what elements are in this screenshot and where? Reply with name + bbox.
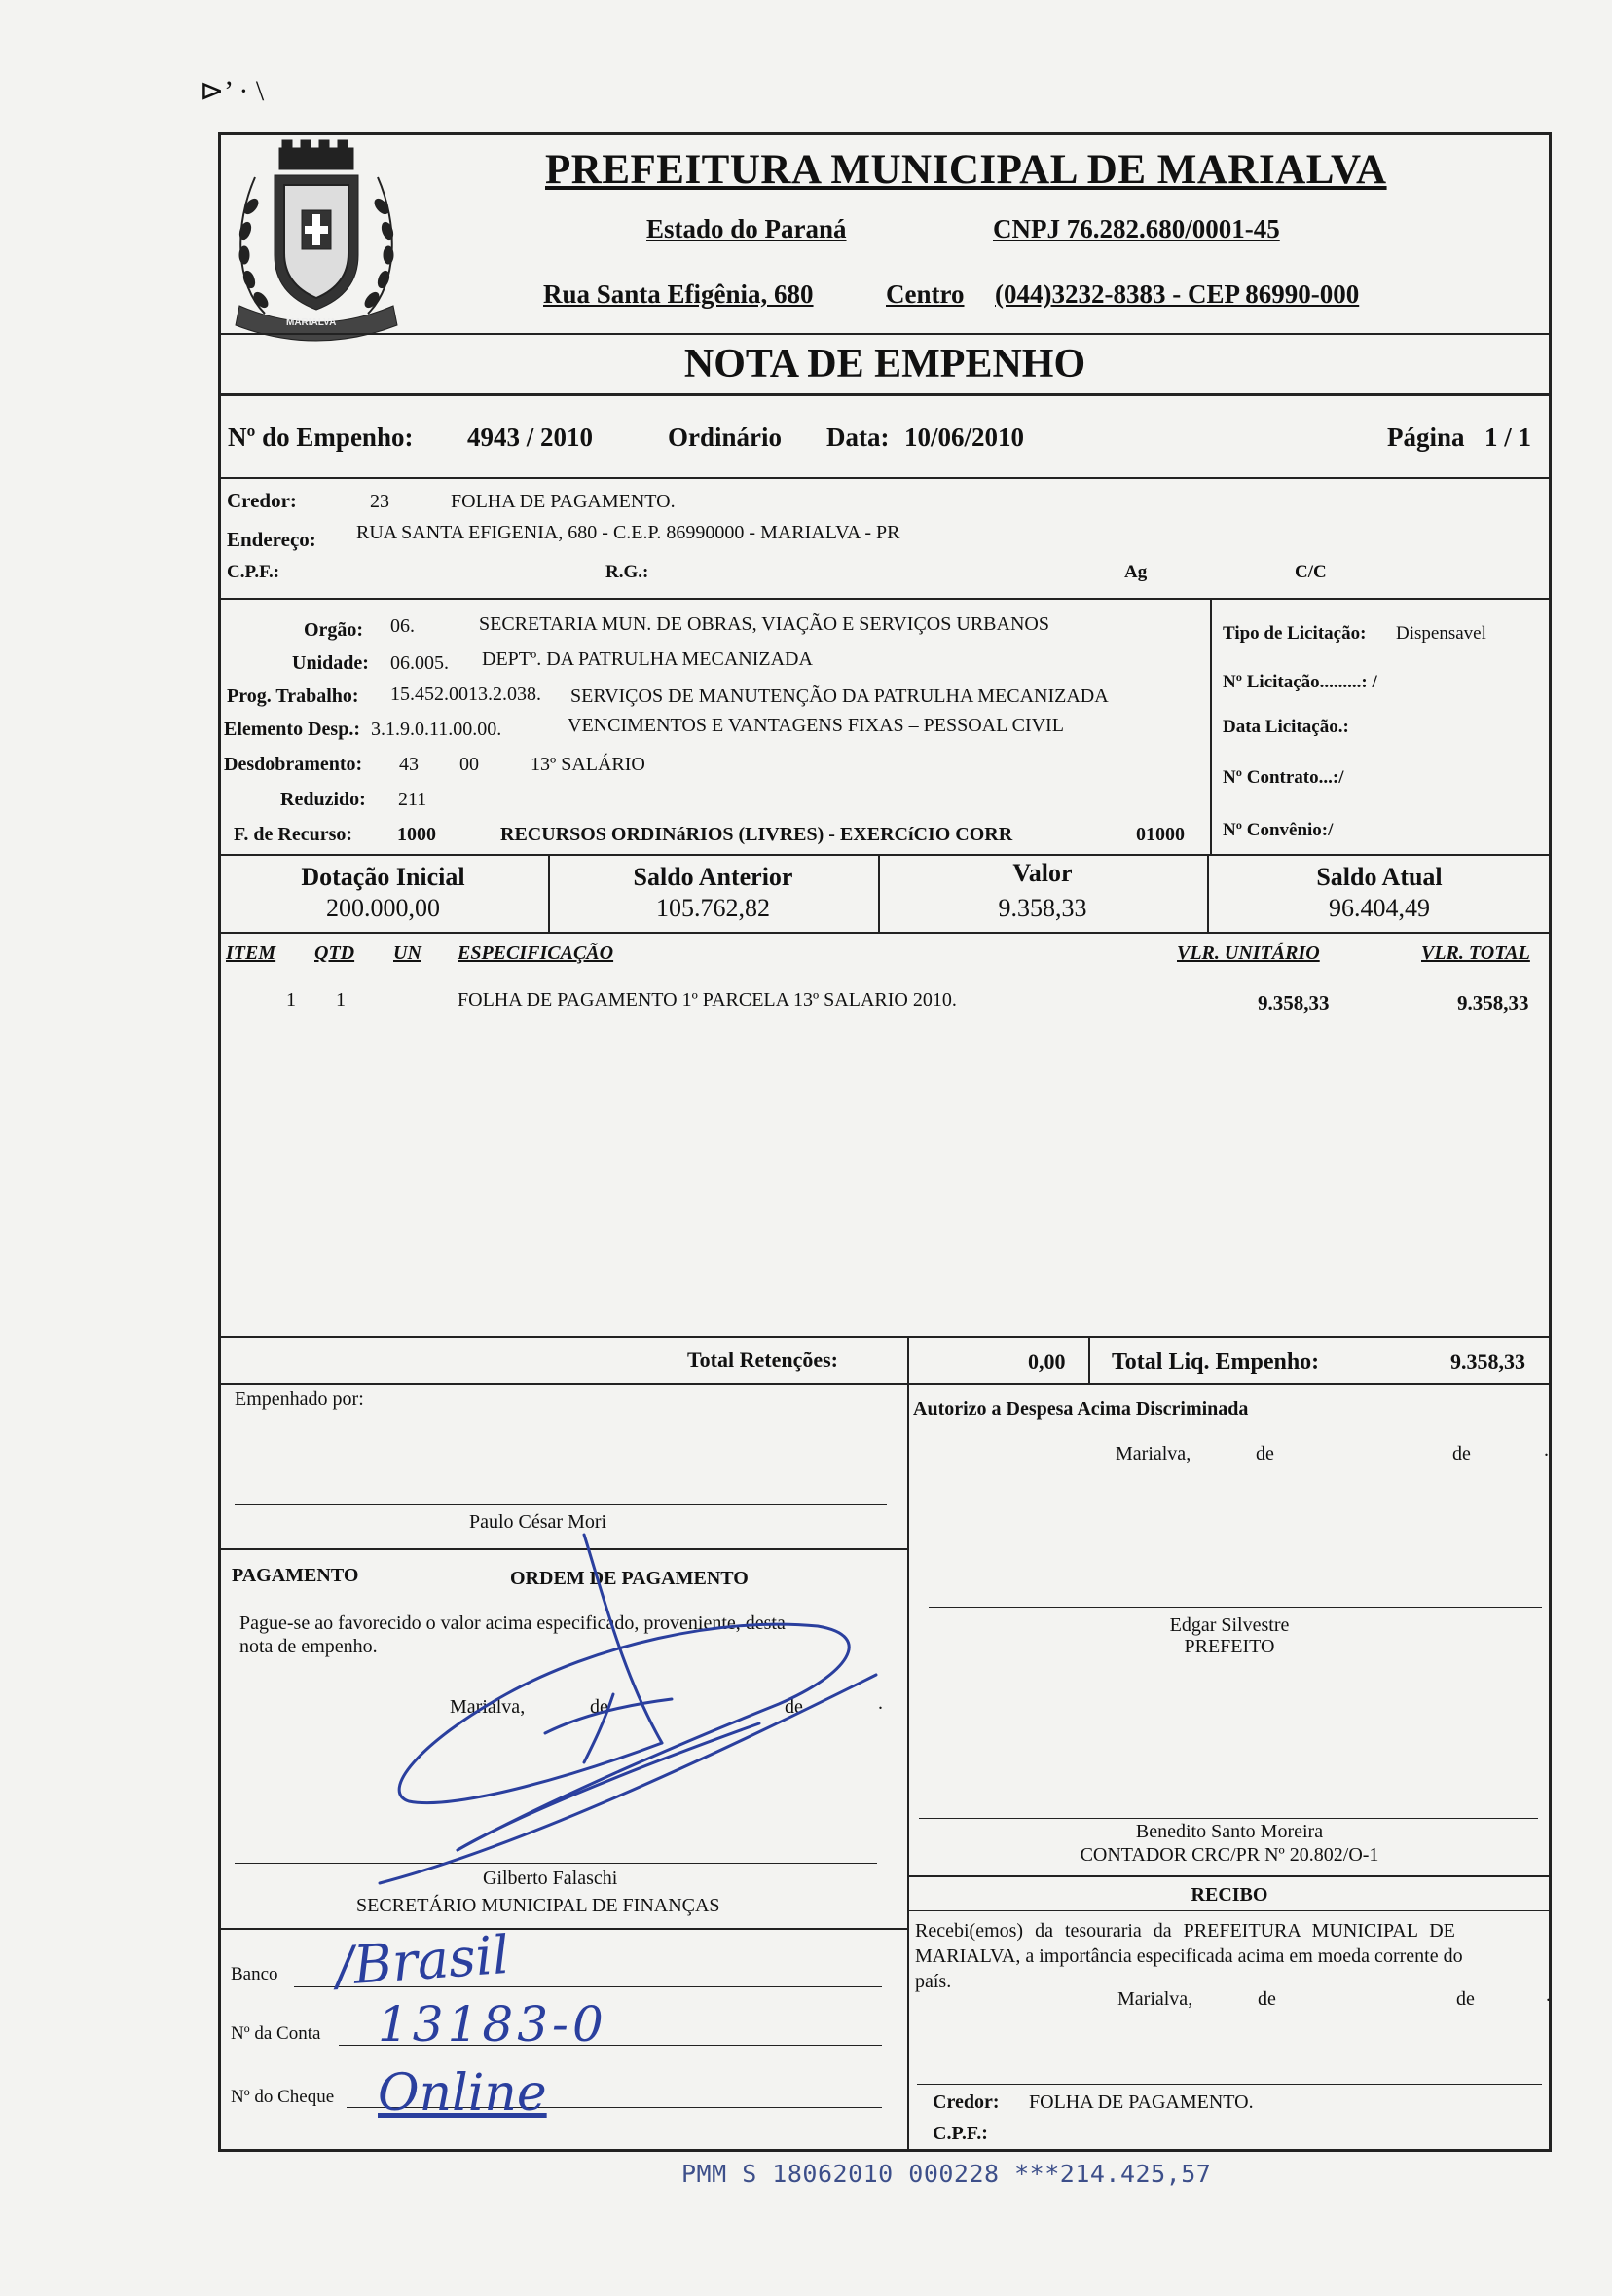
- signature-line: [917, 2084, 1542, 2085]
- row-item: 1: [286, 989, 296, 1011]
- credor-name: FOLHA DE PAGAMENTO.: [451, 491, 676, 512]
- cheque-handwritten: Online: [378, 2064, 547, 2123]
- document-title: NOTA DE EMPENHO: [683, 342, 1086, 387]
- divider: [218, 393, 1552, 396]
- unidade-label: Unidade:: [292, 652, 369, 674]
- recibo-cpf-label: C.P.F.:: [933, 2123, 988, 2144]
- saldo-atual-value: 96.404,49: [1329, 894, 1430, 922]
- prog-trabalho-description: SERVIÇOS DE MANUTENÇÃO DA PATRULHA MECANIZADA: [570, 685, 1109, 707]
- recurso-code: 1000: [397, 824, 436, 845]
- secretario-title: SECRETÁRIO MUNICIPAL DE FINANÇAS: [356, 1895, 720, 1916]
- municipality-title: PREFEITURA MUNICIPAL DE MARIALVA: [545, 147, 1387, 193]
- tipo-licitacao-value: Dispensavel: [1396, 623, 1486, 644]
- divider: [907, 1383, 909, 2152]
- state-name: Estado do Paraná: [646, 214, 847, 243]
- signature-line: [919, 1818, 1538, 1819]
- recibo-title: RECIBO: [1191, 1884, 1268, 1906]
- desdobramento-description: 13º SALÁRIO: [531, 754, 645, 775]
- recibo-credor-value: FOLHA DE PAGAMENTO.: [1029, 2092, 1254, 2113]
- col-item: ITEM: [226, 943, 276, 964]
- date-label: Data:: [826, 423, 890, 452]
- prog-trabalho-code: 15.452.0013.2.038.: [390, 684, 541, 705]
- empenho-type: Ordinário: [668, 423, 783, 452]
- col-qtd: QTD: [314, 943, 355, 964]
- elemento-code: 3.1.9.0.11.00.00.: [371, 719, 502, 740]
- ag-label: Ag: [1124, 562, 1148, 582]
- divider: [218, 854, 1552, 856]
- phone-cep: (044)3232-8383 - CEP 86990-000: [995, 279, 1360, 309]
- row-especificacao: FOLHA DE PAGAMENTO 1º PARCELA 13º SALARIO 2010.: [458, 989, 957, 1011]
- divider: [1210, 598, 1212, 855]
- cnpj: CNPJ 76.282.680/0001-45: [993, 214, 1280, 243]
- divider: [907, 1875, 1552, 1877]
- empenhado-por-label: Empenhado por:: [235, 1389, 364, 1410]
- orgao-code: 06.: [390, 615, 415, 637]
- reduzido-value: 211: [398, 789, 427, 810]
- total-liquido-label: Total Liq. Empenho:: [1112, 1350, 1320, 1375]
- recibo-credor-label: Credor:: [933, 2092, 1000, 2113]
- cheque-label: Nº do Cheque: [231, 2087, 335, 2107]
- divider: [907, 1910, 1552, 1911]
- col-vlr-unitario: VLR. UNITÁRIO: [1177, 943, 1320, 964]
- unidade-code: 06.005.: [390, 652, 449, 674]
- empenhado-por-name: Paulo César Mori: [469, 1511, 607, 1533]
- numero-contrato: Nº Contrato...:/: [1223, 767, 1344, 788]
- elemento-label: Elemento Desp.:: [224, 719, 360, 740]
- desdobramento-b: 00: [459, 754, 479, 775]
- divider: [218, 333, 1552, 335]
- desdobramento-label: Desdobramento:: [224, 754, 363, 775]
- pagamento-local: Marialva,: [450, 1696, 526, 1718]
- recibo-de-2: de: [1456, 1988, 1475, 2010]
- pague-text-line2: nota de empenho.: [239, 1636, 378, 1657]
- divider: [218, 1548, 907, 1550]
- credor-label: Credor:: [227, 489, 297, 512]
- autorizo-de-1: de: [1256, 1443, 1274, 1464]
- pagamento-dot: .: [878, 1692, 883, 1714]
- divider: [218, 932, 1552, 934]
- contador-title: CONTADOR CRC/PR Nº 20.802/O-1: [1080, 1844, 1379, 1866]
- orgao-description: SECRETARIA MUN. DE OBRAS, VIAÇÃO E SERVIÇOS URBANOS: [479, 613, 1049, 635]
- empenho-date: 10/06/2010: [904, 423, 1025, 452]
- conta-label: Nº da Conta: [231, 2023, 321, 2044]
- street-address: Rua Santa Efigênia, 680: [543, 279, 814, 309]
- total-retencoes-label: Total Retenções:: [687, 1348, 838, 1372]
- signature-line: [929, 1607, 1542, 1608]
- divider: [218, 1928, 907, 1930]
- divider: [907, 1336, 909, 1383]
- contador-name: Benedito Santo Moreira: [1135, 1821, 1324, 1842]
- recibo-text-line1: Recebi(emos) da tesouraria da PREFEITURA MUNICIPAL DE: [915, 1920, 1455, 1942]
- credor-code: 23: [370, 491, 389, 512]
- dotacao-inicial-value: 200.000,00: [326, 894, 440, 922]
- divider: [1088, 1336, 1090, 1383]
- data-licitacao: Data Licitação.:: [1223, 717, 1349, 737]
- recurso-label: F. de Recurso:: [234, 824, 353, 845]
- divider: [218, 1336, 1552, 1338]
- prog-trabalho-label: Prog. Trabalho:: [227, 685, 359, 707]
- secretario-name: Gilberto Falaschi: [483, 1868, 618, 1889]
- rg-label: R.G.:: [605, 562, 649, 582]
- pagamento-de-1: de: [590, 1696, 608, 1718]
- saldo-atual-label: Saldo Atual: [1316, 863, 1443, 891]
- page-label: Página: [1387, 423, 1465, 452]
- divider: [218, 598, 1552, 600]
- recurso-description: RECURSOS ORDINáRIOS (LIVRES) - EXERCíCIO CORR: [500, 824, 1013, 845]
- page-number: 1 / 1: [1484, 423, 1532, 452]
- recurso-code-2: 01000: [1136, 824, 1185, 845]
- row-vlr-total: 9.358,33: [1457, 991, 1529, 1015]
- municipal-crest-icon: [226, 138, 407, 345]
- numero-convenio: Nº Convênio:/: [1223, 820, 1334, 840]
- autorizo-de-2: de: [1452, 1443, 1471, 1464]
- signature-line: [235, 1863, 877, 1864]
- banco-handwritten: /Brasil: [334, 1923, 512, 1998]
- credor-address: RUA SANTA EFIGENIA, 680 - C.E.P. 86990000 - MARIALVA - PR: [356, 522, 900, 543]
- col-especificacao: ESPECIFICAÇÃO: [458, 943, 614, 964]
- banco-label: Banco: [231, 1964, 278, 1984]
- pagamento-de-2: de: [785, 1696, 803, 1718]
- crest-ribbon-text: MARIALVA: [286, 317, 337, 328]
- unidade-description: DEPTº. DA PATRULHA MECANIZADA: [482, 648, 813, 670]
- recibo-text-line2: MARIALVA, a importância especificada acima em moeda corrente do: [915, 1945, 1463, 1967]
- ordem-pagamento-label: ORDEM DE PAGAMENTO: [510, 1568, 749, 1589]
- recibo-text-line3: país.: [915, 1971, 952, 1992]
- valor-value: 9.358,33: [998, 894, 1087, 922]
- conta-handwritten: 13183-0: [378, 1996, 607, 2053]
- numero-licitacao: Nº Licitação.........: /: [1223, 672, 1377, 692]
- total-retencoes-value: 0,00: [1028, 1350, 1066, 1374]
- empenho-number: 4943 / 2010: [467, 423, 594, 452]
- district: Centro: [886, 279, 965, 309]
- row-qtd: 1: [336, 989, 346, 1011]
- reduzido-label: Reduzido:: [280, 789, 366, 810]
- elemento-description: VENCIMENTOS E VANTAGENS FIXAS – PESSOAL CIVIL: [568, 715, 1064, 736]
- total-liquido-value: 9.358,33: [1450, 1350, 1525, 1374]
- saldo-anterior-label: Saldo Anterior: [633, 863, 793, 891]
- saldo-anterior-value: 105.762,82: [656, 894, 770, 922]
- col-vlr-total: VLR. TOTAL: [1421, 943, 1530, 964]
- tipo-licitacao-label: Tipo de Licitação:: [1223, 623, 1367, 644]
- valor-label: Valor: [1012, 859, 1073, 887]
- pagamento-label: PAGAMENTO: [232, 1565, 359, 1586]
- recibo-de-1: de: [1258, 1988, 1276, 2010]
- divider: [218, 477, 1552, 479]
- divider: [218, 1383, 1552, 1385]
- recibo-local: Marialva,: [1117, 1988, 1193, 2010]
- signature-line: [235, 1504, 887, 1505]
- pague-text-line1: Pague-se ao favorecido o valor acima especificado, proveniente, desta: [239, 1612, 786, 1634]
- prefeito-name: Edgar Silvestre: [1169, 1614, 1290, 1636]
- autorizo-text: Autorizo a Despesa Acima Discriminada: [913, 1398, 1249, 1420]
- autorizo-local: Marialva,: [1116, 1443, 1191, 1464]
- empenho-number-label: Nº do Empenho:: [228, 423, 414, 452]
- address-label: Endereço:: [227, 528, 316, 551]
- row-vlr-unitario: 9.358,33: [1258, 991, 1330, 1015]
- desdobramento-a: 43: [399, 754, 419, 775]
- prefeito-title: PREFEITO: [1184, 1636, 1275, 1657]
- orgao-label: Orgão:: [304, 619, 364, 641]
- cc-label: C/C: [1295, 562, 1327, 582]
- authentication-stamp: PMM S 18062010 000228 ***214.425,57: [681, 2160, 1212, 2188]
- dotacao-inicial-label: Dotação Inicial: [301, 863, 465, 891]
- scan-marks: ⊳’ · \: [200, 75, 265, 107]
- cpf-label: C.P.F.:: [227, 562, 280, 582]
- recibo-dot: .: [1546, 1984, 1551, 2006]
- autorizo-dot: .: [1544, 1439, 1549, 1461]
- col-un: UN: [393, 943, 421, 964]
